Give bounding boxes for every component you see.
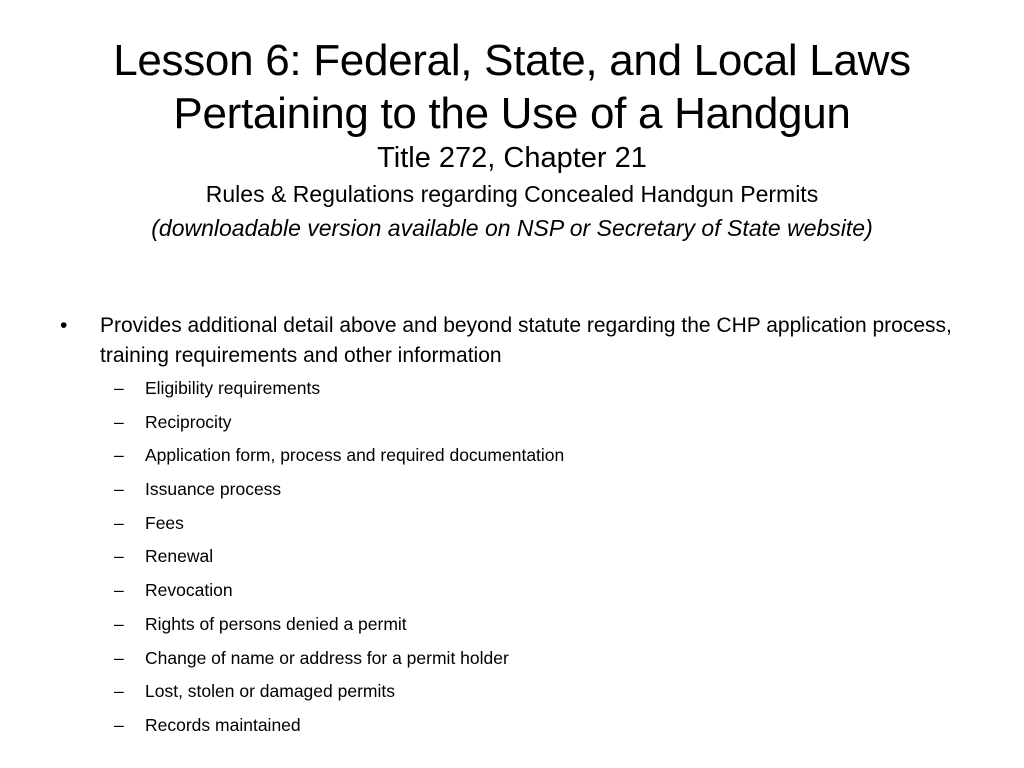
sub-bullet-text: Eligibility requirements [145,378,321,398]
sub-bullet-item [114,714,980,736]
sub-bullet-text: Change of name or address for a permit holder [145,647,509,668]
slide-title-block [40,34,984,245]
rules-regulations-line: Rules & Regulations regarding Concealed Handgun Permits [205,181,819,207]
dash-marker: – [114,411,124,432]
sub-bullet-item [114,478,980,500]
sub-bullet-text: Lost, stolen or damaged permits [145,681,395,702]
slide-subtitle: Title 272, Chapter 21 [377,142,647,174]
sub-bullet-item [114,377,980,399]
dash-marker: – [114,647,124,668]
bullet-marker: • [60,314,68,337]
dash-marker: – [114,613,124,634]
slide-title-line-1: Lesson 6: Federal, State, and Local Laws [113,36,911,85]
sub-bullet-item [114,512,980,534]
dash-marker: – [114,512,124,533]
dash-marker: – [114,681,124,702]
slide-title-line-2: Pertaining to the Use of a Handgun [173,89,851,138]
sub-bullet-list [60,377,980,736]
dash-marker: – [114,714,124,735]
sub-bullet-item [114,613,980,635]
sub-bullet-item [114,579,980,601]
slide-content [60,311,980,748]
sub-bullet-item [114,545,980,567]
sub-bullet-text: Fees [145,512,184,533]
sub-bullet-text: Records maintained [145,714,301,735]
sub-bullet-item [114,680,980,702]
sub-bullet-text: Rights of persons denied a permit [145,613,407,634]
dash-marker: – [114,378,124,398]
dash-marker: – [114,546,124,567]
download-note: (downloadable version available on NSP or Secretary of State website) [151,215,873,241]
main-bullet [60,311,980,371]
sub-bullet-item [114,444,980,466]
dash-marker: – [114,580,124,601]
sub-bullet-text: Reciprocity [145,411,232,432]
dash-marker: – [114,479,124,500]
sub-bullet-item [114,411,980,433]
main-bullet-text: Provides additional detail above and beyond statute regarding the CHP application process, training requirements and other information [100,314,952,367]
sub-bullet-text: Revocation [145,580,233,601]
dash-marker: – [114,445,124,466]
sub-bullet-text: Renewal [145,546,214,567]
sub-bullet-text: Application form, process and required documentation [145,445,565,466]
sub-bullet-item [114,647,980,669]
sub-bullet-text: Issuance process [145,479,282,500]
